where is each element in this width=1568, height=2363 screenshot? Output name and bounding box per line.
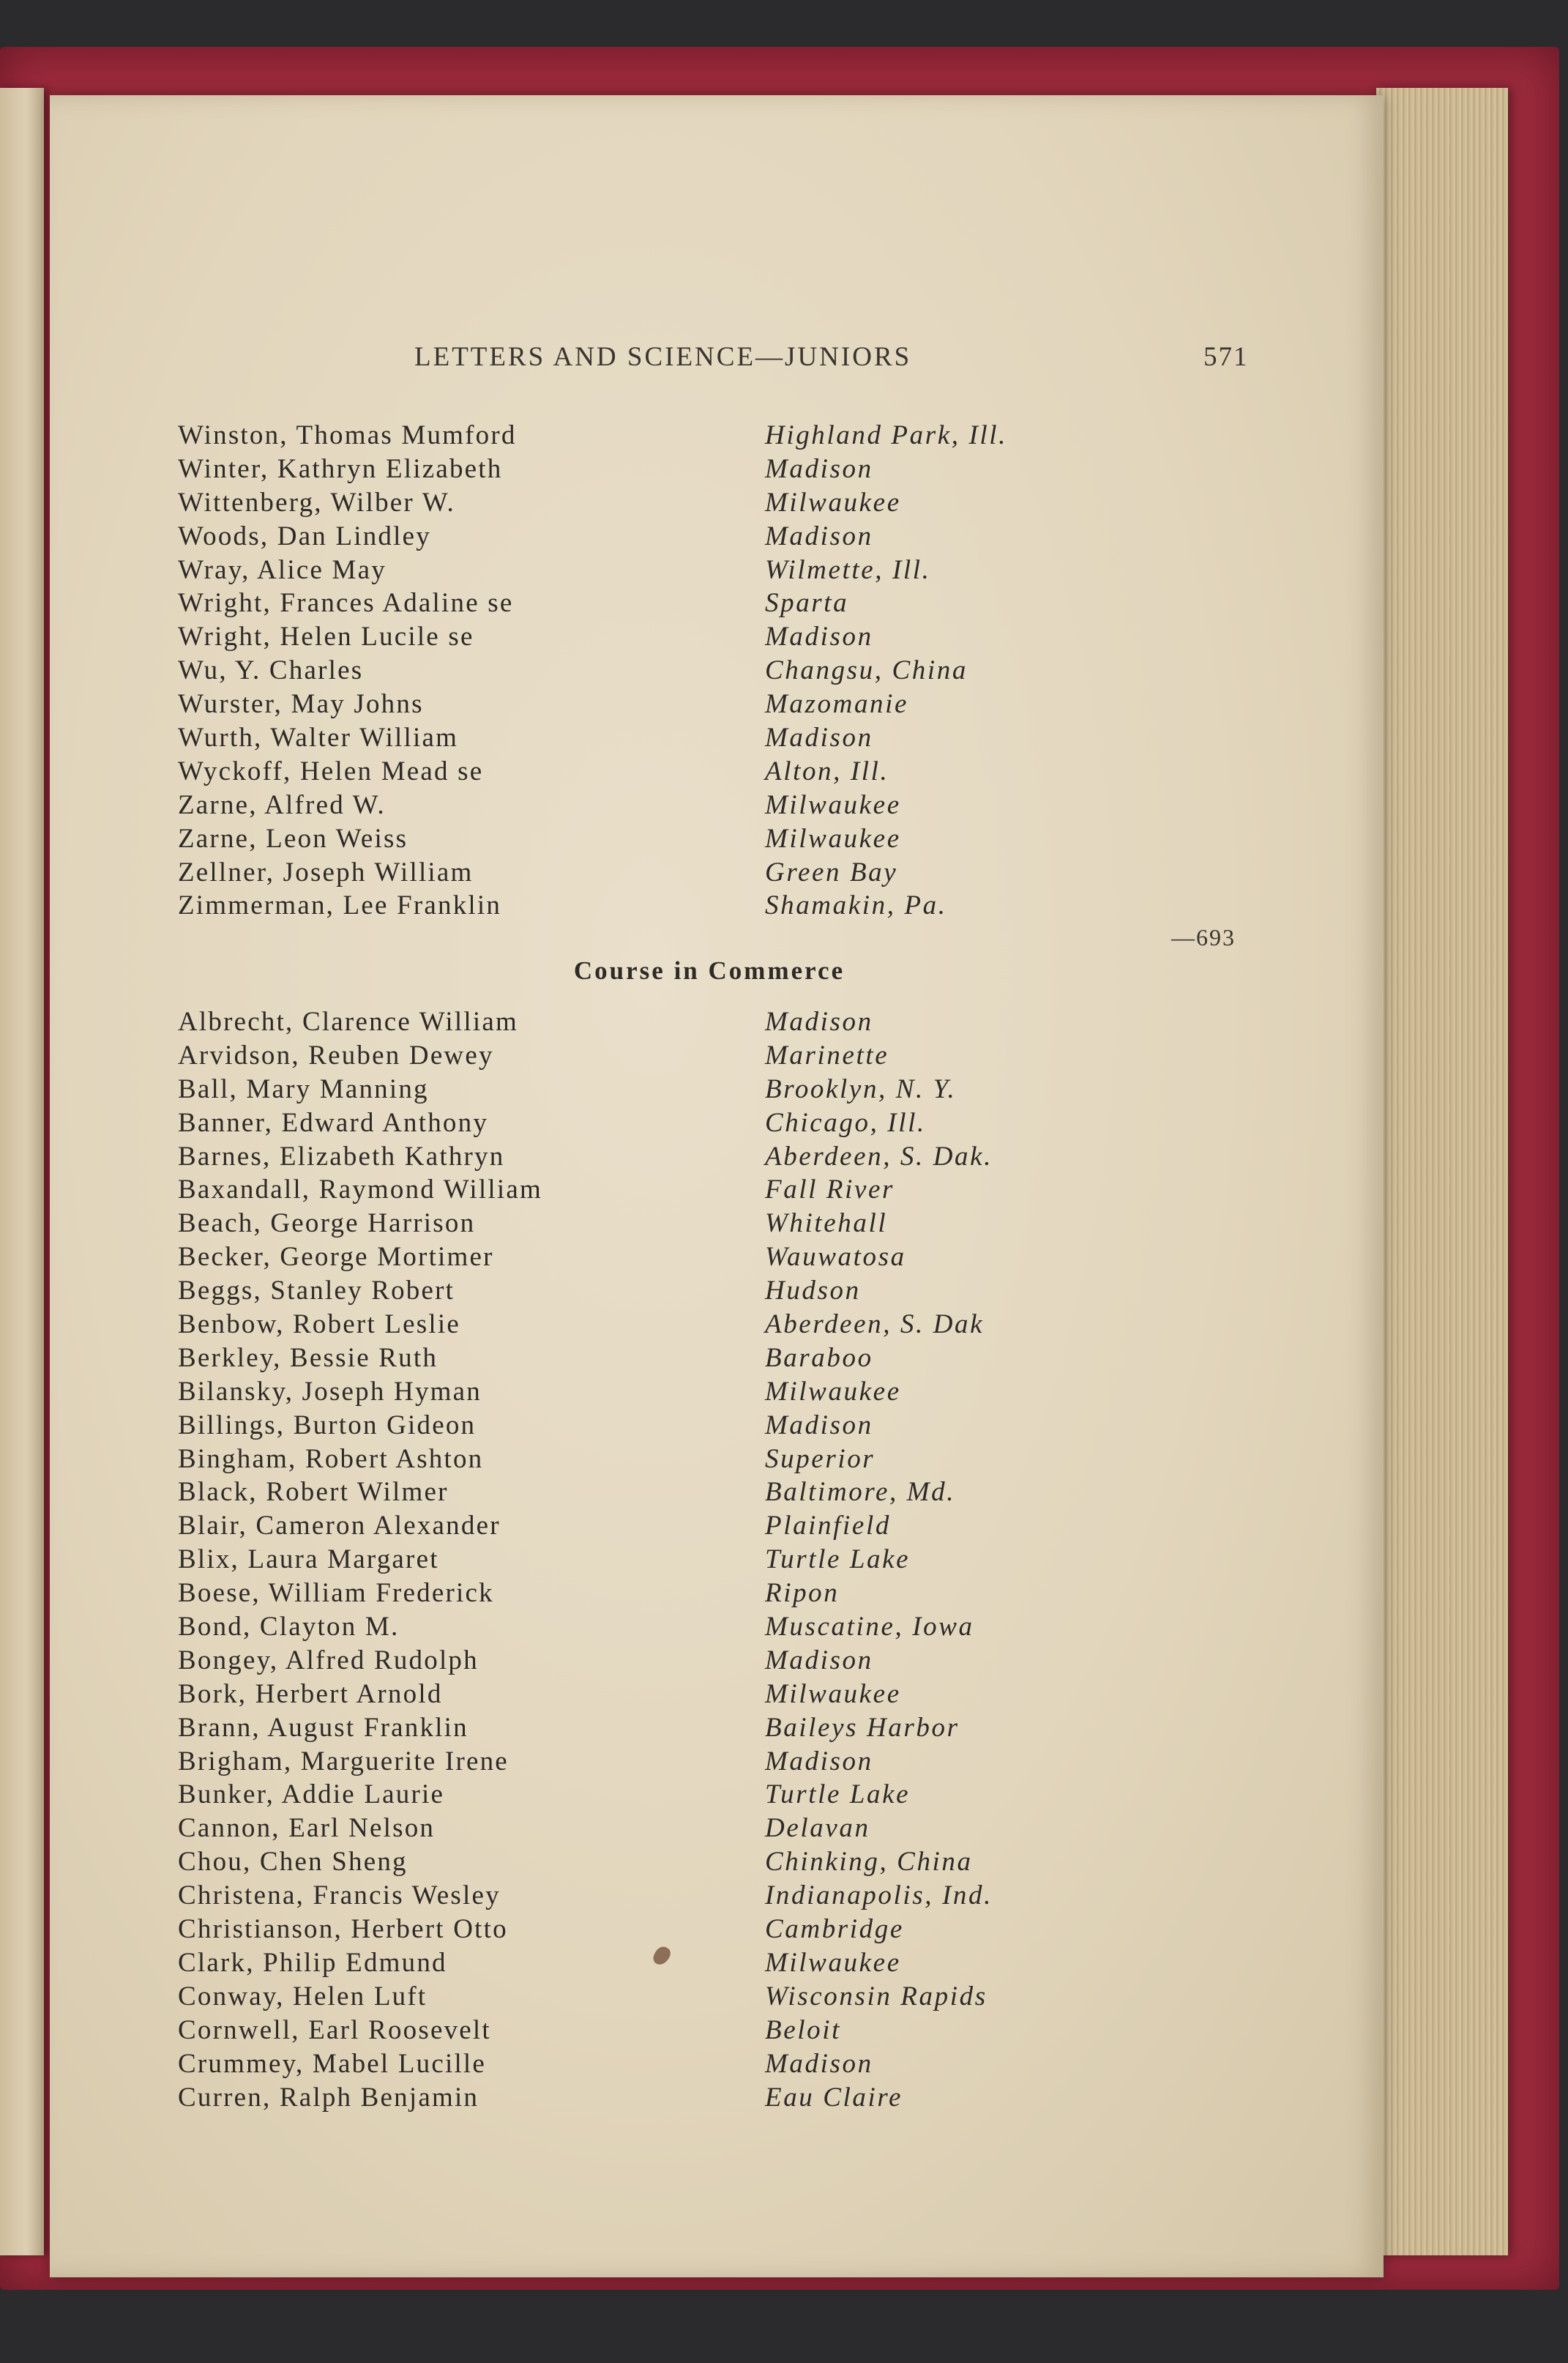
hometown: Green Bay — [765, 857, 898, 887]
hometown: Turtle Lake — [765, 1544, 911, 1575]
list-item — [178, 1845, 1078, 1879]
hometown: Baraboo — [765, 1342, 873, 1373]
hometown: Plainfield — [765, 1511, 891, 1541]
list-item — [178, 1173, 1078, 1207]
student-name: Zimmerman, Lee Franklin — [178, 890, 502, 921]
student-name: Blix, Laura Margaret — [178, 1544, 439, 1575]
student-name: Arvidson, Reuben Dewey — [178, 1040, 494, 1071]
list-item — [178, 453, 1078, 486]
hometown: Milwaukee — [765, 1947, 901, 1978]
student-name: Zarne, Leon Weiss — [178, 823, 408, 854]
hometown: Brooklyn, N. Y. — [765, 1073, 957, 1104]
hometown: Madison — [765, 622, 873, 652]
hometown: Indianapolis, Ind. — [765, 1880, 993, 1911]
hometown: Madison — [765, 1746, 873, 1776]
hometown: Eau Claire — [765, 2082, 903, 2113]
book-page — [50, 95, 1384, 2277]
hometown: Alton, Ill. — [765, 756, 889, 786]
list-item — [178, 2047, 1078, 2081]
list-item — [178, 822, 1078, 856]
hometown: Turtle Lake — [765, 1779, 911, 1810]
list-item — [178, 721, 1078, 755]
section-heading: Course in Commerce — [573, 956, 845, 985]
student-name: Becker, George Mortimer — [178, 1242, 494, 1273]
hometown: Highland Park, Ill. — [765, 420, 1007, 450]
list-item — [178, 554, 1078, 587]
list-item — [178, 1711, 1078, 1745]
student-name: Wright, Frances Adaline se — [178, 588, 514, 619]
student-name: Crummey, Mabel Lucille — [178, 2048, 487, 2079]
student-name: Barnes, Elizabeth Kathryn — [178, 1141, 505, 1172]
hometown: Wilmette, Ill. — [765, 554, 931, 585]
hometown: Milwaukee — [765, 487, 901, 518]
list-item — [178, 1745, 1078, 1779]
student-name: Chou, Chen Sheng — [178, 1847, 408, 1878]
student-name: Christena, Francis Wesley — [178, 1880, 501, 1911]
hometown: Mazomanie — [765, 689, 909, 720]
list-item — [178, 520, 1078, 554]
list-item — [178, 688, 1078, 721]
list-item — [178, 1073, 1078, 1106]
list-item — [178, 2081, 1078, 2115]
list-item — [178, 1812, 1078, 1845]
list-item — [178, 1005, 1078, 1039]
hometown: Madison — [765, 2048, 873, 2079]
list-item — [178, 2014, 1078, 2047]
hometown: Muscatine, Iowa — [765, 1612, 974, 1642]
hometown: Cambridge — [765, 1914, 904, 1945]
hometown: Madison — [765, 1007, 873, 1037]
list-item — [178, 1140, 1078, 1174]
hometown: Chinking, China — [765, 1847, 973, 1878]
student-name: Brann, August Franklin — [178, 1712, 468, 1743]
list-item — [178, 1443, 1078, 1476]
list-item — [178, 789, 1078, 822]
student-name: Benbow, Robert Leslie — [178, 1309, 460, 1340]
student-name: Christianson, Herbert Otto — [178, 1914, 508, 1945]
list-item — [178, 1341, 1078, 1375]
margin-note: —693 — [1171, 924, 1236, 950]
student-name: Baxandall, Raymond William — [178, 1175, 542, 1205]
hometown: Chicago, Ill. — [765, 1107, 926, 1138]
student-list-juniors — [178, 419, 1078, 923]
previous-page-edge — [0, 88, 44, 2255]
list-item — [178, 1106, 1078, 1140]
hometown: Changsu, China — [765, 655, 968, 686]
list-item — [178, 1577, 1078, 1610]
list-item — [178, 654, 1078, 688]
list-item — [178, 1543, 1078, 1577]
student-name: Wright, Helen Lucile se — [178, 622, 474, 652]
student-name: Wurster, May Johns — [178, 689, 424, 720]
running-head: LETTERS AND SCIENCE—JUNIORS — [414, 342, 912, 372]
list-item — [178, 755, 1078, 789]
hometown: Sparta — [765, 588, 849, 619]
list-item — [178, 856, 1078, 890]
student-name: Wittenberg, Wilber W. — [178, 487, 455, 518]
student-name: Curren, Ralph Benjamin — [178, 2082, 479, 2113]
list-item — [178, 486, 1078, 520]
hometown: Shamakin, Pa. — [765, 890, 947, 921]
hometown: Fall River — [765, 1175, 895, 1205]
list-item — [178, 1778, 1078, 1812]
hometown: Madison — [765, 1645, 873, 1675]
student-name: Brigham, Marguerite Irene — [178, 1746, 509, 1776]
hometown: Madison — [765, 1410, 873, 1440]
student-name: Billings, Burton Gideon — [178, 1410, 477, 1440]
student-name: Bilansky, Joseph Hyman — [178, 1376, 482, 1407]
student-name: Bongey, Alfred Rudolph — [178, 1645, 479, 1675]
student-name: Ball, Mary Manning — [178, 1073, 429, 1104]
list-item — [178, 1946, 1078, 1980]
hometown: Marinette — [765, 1040, 889, 1071]
student-name: Bork, Herbert Arnold — [178, 1678, 443, 1709]
student-name: Cornwell, Earl Roosevelt — [178, 2014, 491, 2045]
list-item — [178, 1207, 1078, 1240]
list-item — [178, 1980, 1078, 2014]
student-name: Zellner, Joseph William — [178, 857, 474, 887]
hometown: Milwaukee — [765, 1376, 901, 1407]
list-item — [178, 1409, 1078, 1443]
hometown: Superior — [765, 1443, 876, 1474]
list-item — [178, 1644, 1078, 1678]
list-item — [178, 1240, 1078, 1274]
student-name: Black, Robert Wilmer — [178, 1477, 449, 1508]
list-item — [178, 1308, 1078, 1341]
student-name: Wray, Alice May — [178, 554, 387, 585]
hometown: Wisconsin Rapids — [765, 1981, 988, 2012]
hometown: Whitehall — [765, 1208, 888, 1239]
list-item — [178, 1913, 1078, 1946]
student-name: Albrecht, Clarence William — [178, 1007, 518, 1037]
hometown: Ripon — [765, 1578, 840, 1609]
student-name: Bond, Clayton M. — [178, 1612, 400, 1642]
list-item — [178, 1039, 1078, 1073]
student-name: Wyckoff, Helen Mead se — [178, 756, 484, 786]
list-item — [178, 419, 1078, 453]
list-item — [178, 1879, 1078, 1913]
hometown: Madison — [765, 521, 873, 551]
list-item — [178, 1476, 1078, 1509]
hometown: Beloit — [765, 2014, 841, 2045]
list-item — [178, 587, 1078, 620]
hometown: Wauwatosa — [765, 1242, 906, 1273]
student-name: Beggs, Stanley Robert — [178, 1276, 455, 1306]
student-name: Winter, Kathryn Elizabeth — [178, 453, 503, 484]
list-item — [178, 889, 1078, 923]
student-name: Winston, Thomas Mumford — [178, 420, 517, 450]
student-name: Wurth, Walter William — [178, 723, 459, 753]
hometown: Madison — [765, 453, 873, 484]
list-item — [178, 1274, 1078, 1308]
page-block-fore-edge — [1376, 88, 1508, 2255]
student-name: Banner, Edward Anthony — [178, 1107, 489, 1138]
student-name: Cannon, Earl Nelson — [178, 1813, 436, 1844]
student-name: Bingham, Robert Ashton — [178, 1443, 484, 1474]
student-name: Woods, Dan Lindley — [178, 521, 431, 551]
hometown: Delavan — [765, 1813, 870, 1844]
student-name: Bunker, Addie Laurie — [178, 1779, 445, 1810]
list-item — [178, 1610, 1078, 1644]
hometown: Baltimore, Md. — [765, 1477, 956, 1508]
hometown: Hudson — [765, 1276, 861, 1306]
list-item — [178, 620, 1078, 654]
page-number: 571 — [1203, 342, 1249, 372]
student-name: Blair, Cameron Alexander — [178, 1511, 501, 1541]
student-name: Wu, Y. Charles — [178, 655, 364, 686]
student-name: Berkley, Bessie Ruth — [178, 1342, 438, 1373]
student-name: Boese, William Frederick — [178, 1578, 494, 1609]
student-name: Conway, Helen Luft — [178, 1981, 428, 2012]
student-name: Beach, George Harrison — [178, 1208, 476, 1239]
student-list-commerce — [178, 1005, 1078, 2114]
hometown: Milwaukee — [765, 823, 901, 854]
hometown: Aberdeen, S. Dak. — [765, 1141, 993, 1172]
student-name: Clark, Philip Edmund — [178, 1947, 447, 1978]
list-item — [178, 1678, 1078, 1711]
student-name: Zarne, Alfred W. — [178, 789, 386, 820]
hometown: Milwaukee — [765, 789, 901, 820]
hometown: Madison — [765, 723, 873, 753]
list-item — [178, 1375, 1078, 1409]
hometown: Baileys Harbor — [765, 1712, 960, 1743]
list-item — [178, 1509, 1078, 1543]
hometown: Milwaukee — [765, 1678, 901, 1709]
hometown: Aberdeen, S. Dak — [765, 1309, 985, 1340]
